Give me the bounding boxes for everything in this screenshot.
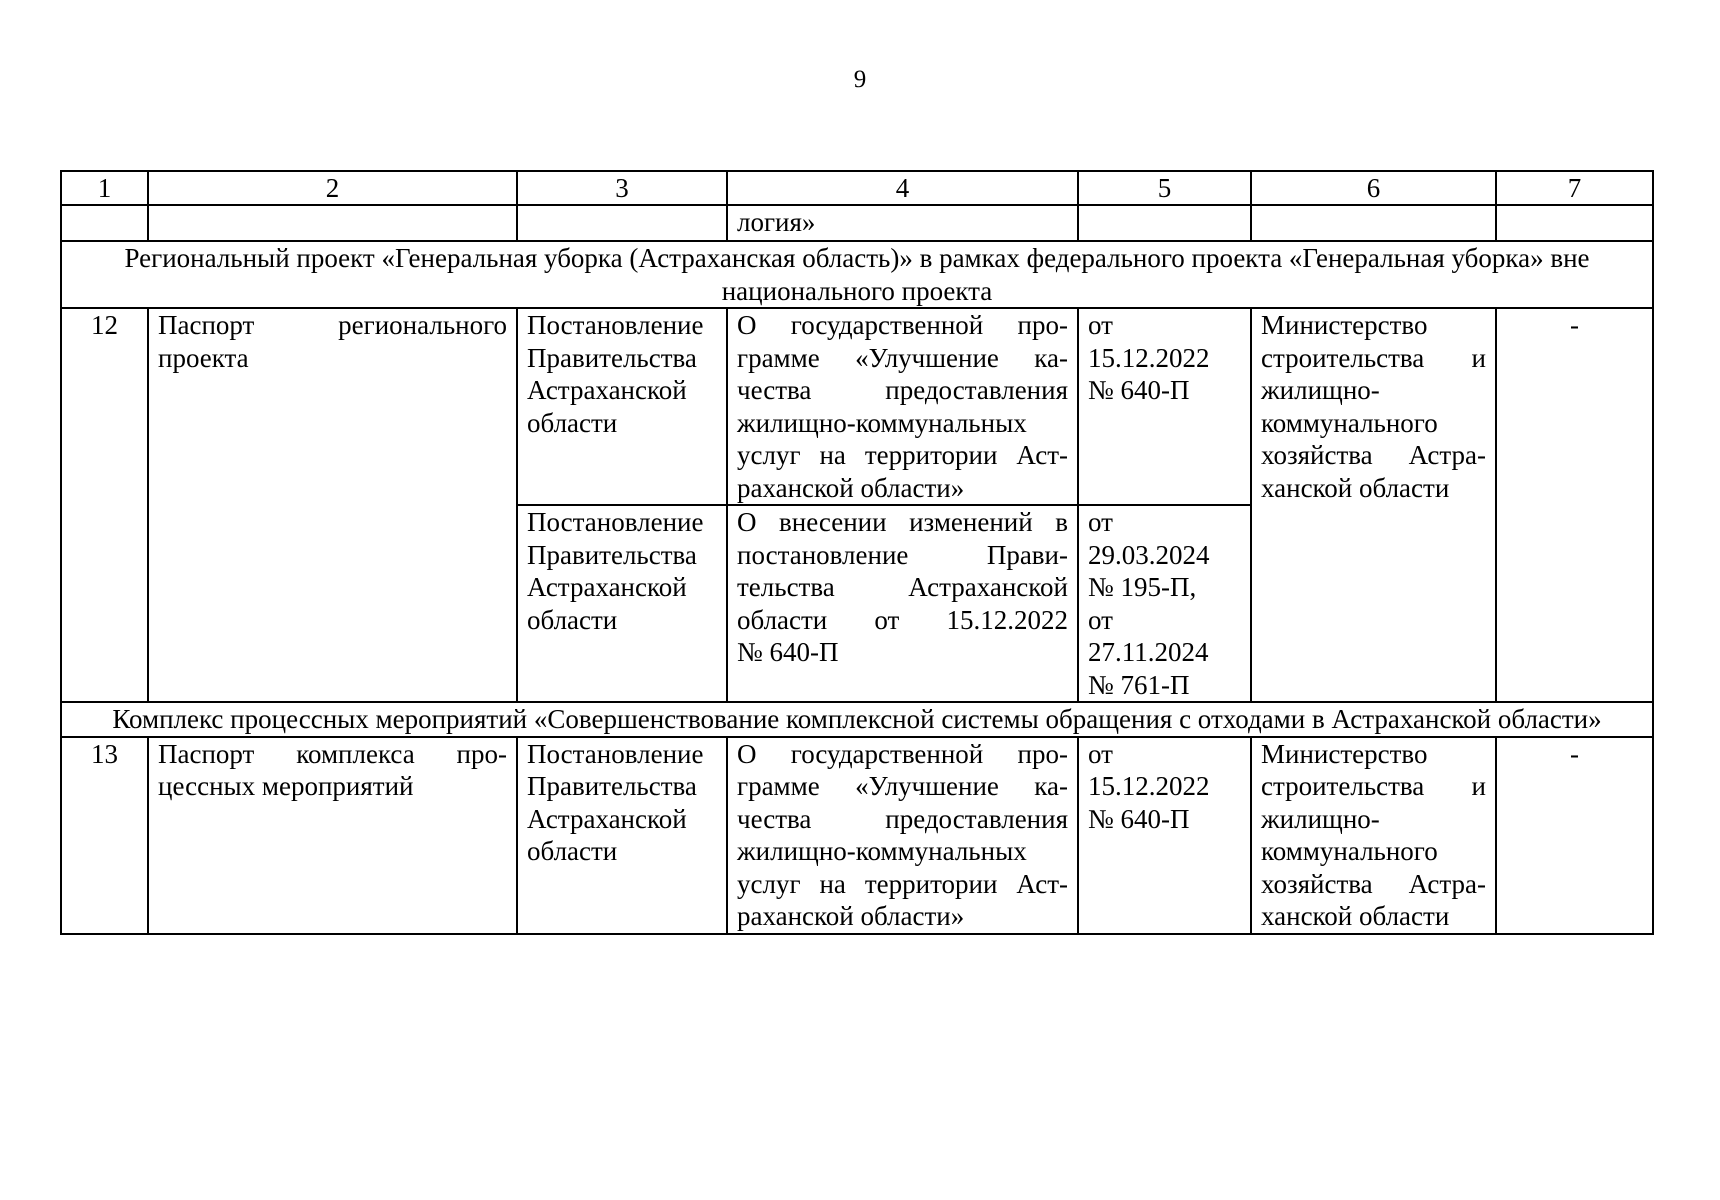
act-type: Астраханской [527,375,687,405]
act-title: О внесении изменений в [737,507,1068,537]
continuation-row [61,205,1653,241]
act-title: тельства Астраханской [737,572,1068,602]
document-name-cell [148,737,517,934]
executor-cell [1251,737,1496,934]
act-title: грамме «Улучшение ка- [737,771,1068,801]
act-title: жилищно-коммунальных [737,407,1027,438]
act-date: № 640-П [1088,803,1190,834]
document-table [60,170,1654,935]
column-number: 5 [1078,171,1251,205]
section-row [61,241,1653,308]
column-number-row [61,171,1653,205]
executor-cell [1251,308,1496,702]
act-title: раханской области» [737,472,965,503]
executor: коммунального [1261,407,1438,438]
note-cell: - [1496,737,1653,934]
act-title: чества предоставления [737,803,1068,834]
act-type-cell [517,308,727,505]
document-name-cell [148,308,517,702]
column-number: 7 [1496,171,1653,205]
section-title: Региональный проект «Генеральная уборка (Астраханская область)» в рамках федерального проекта «Генеральная уборка» вне национального проекта [61,241,1653,308]
act-type: области [527,836,618,866]
act-title: № 640-П [737,637,839,667]
column-number: 3 [517,171,727,205]
act-type: Правительства [527,771,697,801]
act-date: 15.12.2022 [1088,342,1210,373]
table-cell [1496,205,1653,241]
executor: строительства и [1261,771,1486,801]
act-type: Постановление [527,310,704,340]
executor: хозяйства Астра- [1261,868,1486,899]
act-title-cell [727,737,1078,934]
act-title: постановление Прави- [737,539,1068,570]
table-cell [517,205,727,241]
act-title-cell [727,308,1078,505]
act-type: Астраханской [527,803,687,834]
act-date-cell [1078,308,1251,505]
table-row [61,737,1653,934]
act-type-cell [517,737,727,934]
act-date: от [1088,310,1113,340]
act-type: области [527,604,618,635]
note-cell: - [1496,308,1653,702]
act-date: № 761-П [1088,669,1190,700]
column-number: 6 [1251,171,1496,205]
act-type: Правительства [527,342,697,373]
executor: жилищно- [1261,803,1380,834]
act-title-cell [727,505,1078,702]
executor: ханской области [1261,472,1450,503]
act-title: услуг на территории Аст- [737,868,1068,899]
document-name: Паспорт регионального [158,310,507,340]
act-type-cell [517,505,727,702]
act-date-cell [1078,737,1251,934]
act-date: от [1088,738,1113,769]
act-date: 15.12.2022 [1088,771,1210,801]
table-cell [148,205,517,241]
act-date: № 640-П [1088,375,1190,405]
column-number: 4 [727,171,1078,205]
executor: хозяйства Астра- [1261,440,1486,470]
act-type: Постановление [527,738,704,769]
document-name: цессных мероприятий [158,771,414,801]
act-type: Постановление [527,507,704,537]
act-title: раханской области» [737,901,965,931]
act-date: 29.03.2024 [1088,539,1210,570]
act-title: чества предоставления [737,375,1068,405]
section-title: Комплекс процессных мероприятий «Совершенствование комплексной системы обращения с отходами в Астраханской области» [61,702,1653,737]
act-title: услуг на территории Аст- [737,440,1068,470]
document-name: Паспорт комплекса про- [158,738,507,769]
executor: Министерство [1261,738,1428,769]
table-cell [61,205,148,241]
act-title: О государственной про- [737,738,1068,769]
row-number: 12 [61,308,148,702]
section-row [61,702,1653,737]
table-cell [1251,205,1496,241]
act-date: от [1088,604,1113,635]
act-date-cell [1078,505,1251,702]
page-number: 9 [853,66,867,93]
act-type: Астраханской [527,572,687,602]
table-row [61,308,1653,505]
act-date: от [1088,507,1113,537]
act-date: 27.11.2024 [1088,637,1209,667]
act-title: грамме «Улучшение ка- [737,342,1068,373]
act-date: № 195-П, [1088,572,1197,602]
executor: Министерство [1261,310,1428,340]
executor: жилищно- [1261,375,1380,405]
act-title: О государственной про- [737,310,1068,340]
continuation-text: логия» [727,205,1078,241]
table-cell [1078,205,1251,241]
act-type: области [527,407,618,438]
column-number: 1 [61,171,148,205]
executor: ханской области [1261,901,1450,931]
executor: коммунального [1261,836,1438,866]
document-name: проекта [158,342,249,373]
executor: строительства и [1261,342,1486,373]
act-title: жилищно-коммунальных [737,836,1027,866]
act-type: Правительства [527,539,697,570]
column-number: 2 [148,171,517,205]
row-number: 13 [61,737,148,934]
act-title: области от 15.12.2022 [737,604,1068,635]
